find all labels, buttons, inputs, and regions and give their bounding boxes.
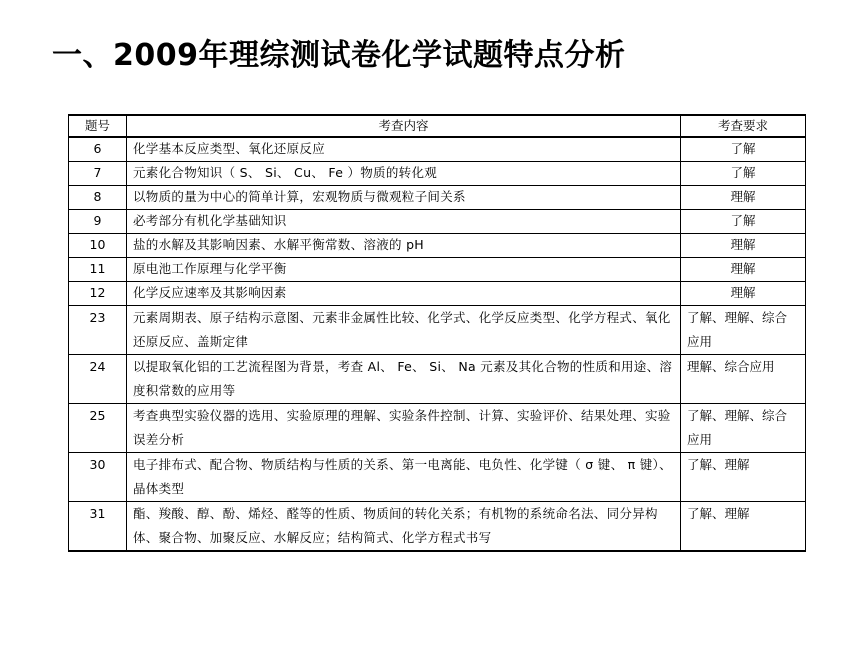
header-content: 考查内容 [127,115,681,137]
table-row [69,209,806,233]
question-requirement: 了解 [681,161,806,185]
question-requirement: 理解、综合应用 [681,354,806,403]
question-content: 化学基本反应类型、氧化还原反应 [127,137,681,161]
table-row [69,161,806,185]
table-row [69,305,806,354]
table-row [69,185,806,209]
question-content: 酯、羧酸、醇、酚、烯烃、醛等的性质、物质间的转化关系；有机物的系统命名法、同分异构体、聚合物、加聚反应、水解反应；结构简式、化学方程式书写 [127,501,681,551]
question-number: 6 [69,137,127,161]
question-content: 元素化合物知识（ S、 Si、 Cu、 Fe ）物质的转化观 [127,161,681,185]
question-number: 30 [69,452,127,501]
question-content: 原电池工作原理与化学平衡 [127,257,681,281]
question-content: 元素周期表、原子结构示意图、元素非金属性比较、化学式、化学反应类型、化学方程式、氧化还原反应、盖斯定律 [127,305,681,354]
table-row [69,501,806,551]
question-number: 9 [69,209,127,233]
question-requirement: 理解 [681,185,806,209]
question-content: 必考部分有机化学基础知识 [127,209,681,233]
question-content: 盐的水解及其影响因素、水解平衡常数、溶液的 pH [127,233,681,257]
question-number: 8 [69,185,127,209]
question-content: 电子排布式、配合物、物质结构与性质的关系、第一电离能、电负性、化学键（ σ 键、 π 键）、晶体类型 [127,452,681,501]
table-row [69,281,806,305]
header-question-number: 题号 [69,115,127,137]
question-requirement: 了解、理解、综合应用 [681,403,806,452]
header-requirement: 考查要求 [681,115,806,137]
question-requirement: 理解 [681,233,806,257]
question-requirement: 了解、理解、综合应用 [681,305,806,354]
question-requirement: 了解、理解 [681,452,806,501]
table-row [69,452,806,501]
slide-title: 一、2009年理综测试卷化学试题特点分析 [52,38,626,73]
table-row [69,257,806,281]
question-number: 11 [69,257,127,281]
question-requirement: 了解 [681,137,806,161]
question-requirement: 理解 [681,281,806,305]
question-number: 31 [69,501,127,551]
table-row [69,137,806,161]
question-number: 24 [69,354,127,403]
table-row [69,354,806,403]
table-row [69,403,806,452]
question-content: 以提取氧化铝的工艺流程图为背景，考查 Al、 Fe、 Si、 Na 元素及其化合物的性质和用途、溶度积常数的应用等 [127,354,681,403]
question-content: 化学反应速率及其影响因素 [127,281,681,305]
question-number: 7 [69,161,127,185]
question-number: 10 [69,233,127,257]
question-number: 12 [69,281,127,305]
question-requirement: 理解 [681,257,806,281]
question-number: 23 [69,305,127,354]
question-content: 考查典型实验仪器的选用、实验原理的理解、实验条件控制、计算、实验评价、结果处理、实验误差分析 [127,403,681,452]
table-row [69,233,806,257]
question-content: 以物质的量为中心的简单计算，宏观物质与微观粒子间关系 [127,185,681,209]
table-header-row [69,115,806,137]
question-requirement: 了解 [681,209,806,233]
question-number: 25 [69,403,127,452]
question-requirement: 了解、理解 [681,501,806,551]
exam-analysis-table [68,114,806,552]
